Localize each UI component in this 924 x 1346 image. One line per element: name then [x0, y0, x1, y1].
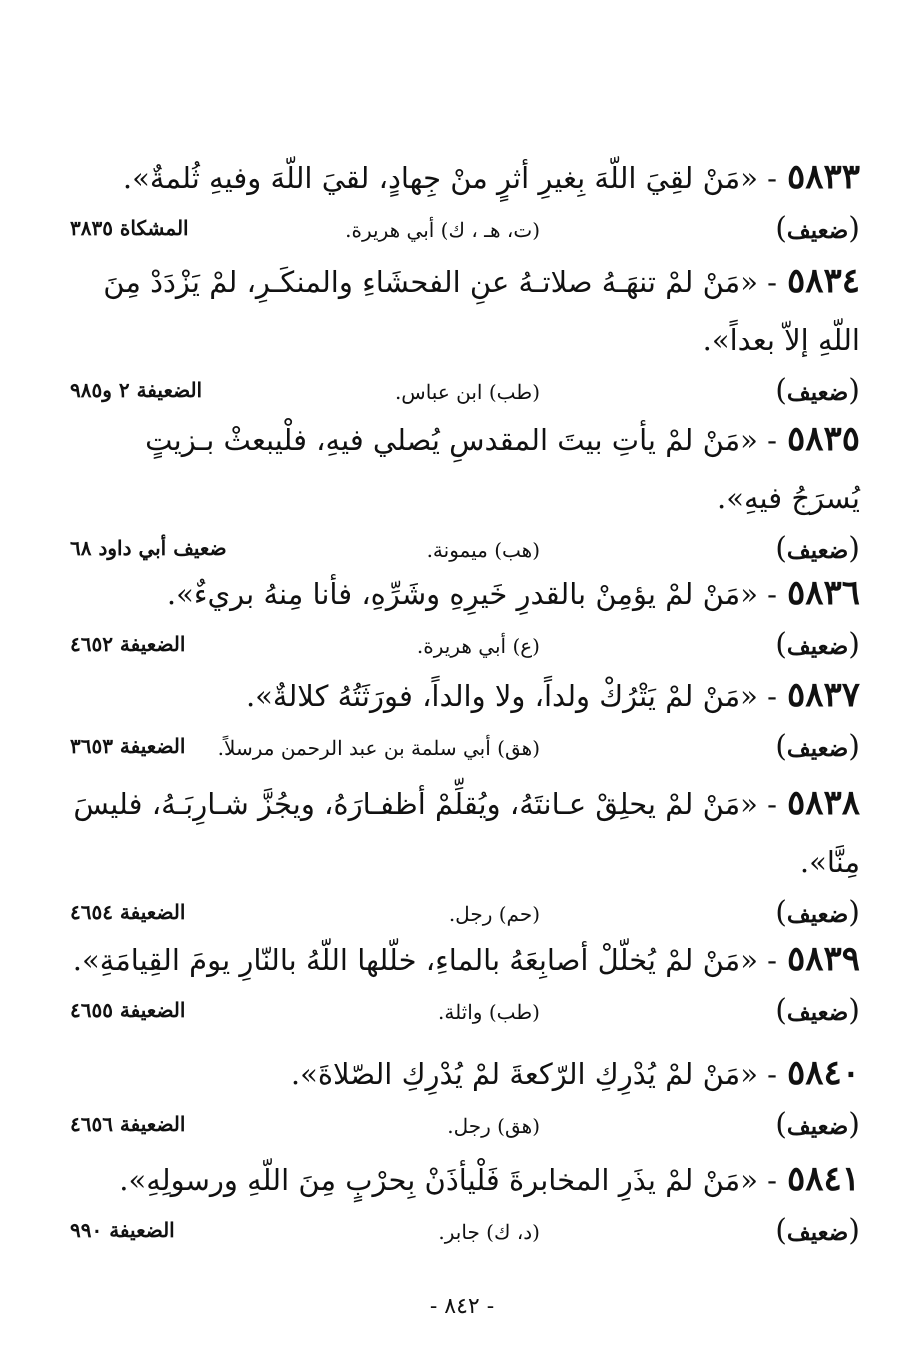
grade-row [70, 1213, 860, 1253]
reference-text: الضعيفة ٤٦٥٦ [70, 1112, 186, 1136]
hadith-text: ٥٨٣٦- «مَنْ لمْ يؤمِنْ بالقدرِ خَيرِهِ وشَرِّهِ، فأنا مِنهُ بريءٌ». [166, 573, 860, 613]
grade-row [70, 627, 860, 667]
reference-text: الضعيفة ٣٦٥٣ [70, 734, 186, 758]
hadith-number: ٥٨٣٣ [786, 157, 860, 197]
grade-label: (ضعيف) [775, 729, 860, 764]
page-number: - ٨٤٢ - [429, 1294, 495, 1319]
source-text: (هق) أبي سلمة بن عبد الرحمن مرسلاً. [217, 736, 540, 760]
hadith-text: ٥٨٤٠- «مَنْ لمْ يُدْرِكِ الرّكعةَ لمْ يُدْرِكِ الصّلاةَ». [290, 1053, 860, 1093]
reference-text: الضعيفة ٤٦٥٤ [70, 900, 186, 924]
hadith-text: ٥٨٣٨- «مَنْ لمْ يحلِقْ عـانتَهُ، ويُقلِّمْ أظفـارَهُ، ويجُزَّ شـارِبَـهُ، فليسَ مِنَّا». [73, 783, 860, 879]
hadith-entry [70, 564, 860, 667]
hadith-number: ٥٨٣٦ [786, 573, 860, 613]
hadith-number: ٥٨٣٨ [786, 783, 860, 823]
grade-row [70, 895, 860, 935]
hadith-entry [70, 774, 860, 935]
grade-label: (ضعيف) [775, 1107, 860, 1142]
hadith-entry [70, 666, 860, 769]
source-text: (د، ك) جابر. [438, 1220, 540, 1244]
hadith-entry [70, 410, 860, 571]
grade-row [70, 993, 860, 1033]
grade-row [70, 1107, 860, 1147]
reference-text: الضعيفة ٩٩٠ [70, 1218, 175, 1242]
grade-row [70, 373, 860, 413]
grade-label: (ضعيف) [775, 1213, 860, 1248]
source-text: (هب) ميمونة. [426, 538, 540, 562]
hadith-number: ٥٨٣٥ [786, 419, 860, 459]
hadith-entry [70, 1150, 860, 1253]
grade-row [70, 211, 860, 251]
reference-text: الضعيفة ٤٦٥٥ [70, 998, 186, 1022]
reference-text: ضعيف أبي داود ٦٨ [70, 536, 227, 560]
hadith-number: ٥٨٣٤ [786, 261, 860, 301]
hadith-entry [70, 148, 860, 251]
grade-label: (ضعيف) [775, 895, 860, 930]
hadith-text: ٥٨٣٥- «مَنْ لمْ يأتِ بيتَ المقدسِ يُصلي فيهِ، فلْيبعثْ بـزيتٍ يُسرَجُ فيهِ». [145, 419, 860, 515]
reference-text: المشكاة ٣٨٣٥ [70, 216, 189, 240]
hadith-number: ٥٨٤٠ [786, 1053, 860, 1093]
grade-label: (ضعيف) [775, 373, 860, 408]
source-text: (حم) رجل. [448, 902, 540, 926]
hadith-text: ٥٨٣٧- «مَنْ لمْ يَتْرُكْ ولداً، ولا والداً، فورَثَتُهُ كلالةٌ». [245, 675, 860, 715]
hadith-number: ٥٨٣٧ [786, 675, 860, 715]
hadith-entry [70, 252, 860, 413]
grade-label: (ضعيف) [775, 993, 860, 1028]
source-text: (ت، هـ ، ك) أبي هريرة. [345, 218, 540, 242]
hadith-text: ٥٨٣٣- «مَنْ لقِيَ اللّهَ بِغيرِ أثرٍ منْ جِهادٍ، لقيَ اللّهَ وفيهِ ثُلمةٌ». [122, 157, 860, 197]
source-text: (هق) رجل. [447, 1114, 540, 1138]
grade-label: (ضعيف) [775, 531, 860, 566]
source-text: (طب) واثلة. [437, 1000, 540, 1024]
hadith-number: ٥٨٣٩ [786, 939, 860, 979]
reference-text: الضعيفة ٢ و٩٨٥ [70, 378, 203, 402]
hadith-text: ٥٨٤١- «مَنْ لمْ يذَرِ المخابرةَ فَلْيأذَنْ بِحرْبٍ مِنَ اللّهِ ورسولِهِ». [119, 1159, 860, 1199]
source-text: (طب) ابن عباس. [394, 380, 540, 404]
source-text: (ع) أبي هريرة. [416, 634, 540, 658]
hadith-entry [70, 1044, 860, 1147]
hadith-number: ٥٨٤١ [786, 1159, 860, 1199]
hadith-text: ٥٨٣٤- «مَنْ لمْ تنهَـهُ صلاتـهُ عنِ الفحشَاءِ والمنكَـرِ، لمْ يَزْدَدْ مِنَ اللّهِ إلاّ بعداً». [103, 261, 860, 357]
hadith-entry [70, 930, 860, 1033]
hadith-text: ٥٨٣٩- «مَنْ لمْ يُخلّلْ أصابِعَهُ بالماءِ، خلّلها اللّهُ بالنّارِ يومَ القِيامَةِ». [72, 939, 860, 979]
grade-label: (ضعيف) [775, 627, 860, 662]
grade-label: (ضعيف) [775, 211, 860, 246]
reference-text: الضعيفة ٤٦٥٢ [70, 632, 186, 656]
grade-row [70, 729, 860, 769]
